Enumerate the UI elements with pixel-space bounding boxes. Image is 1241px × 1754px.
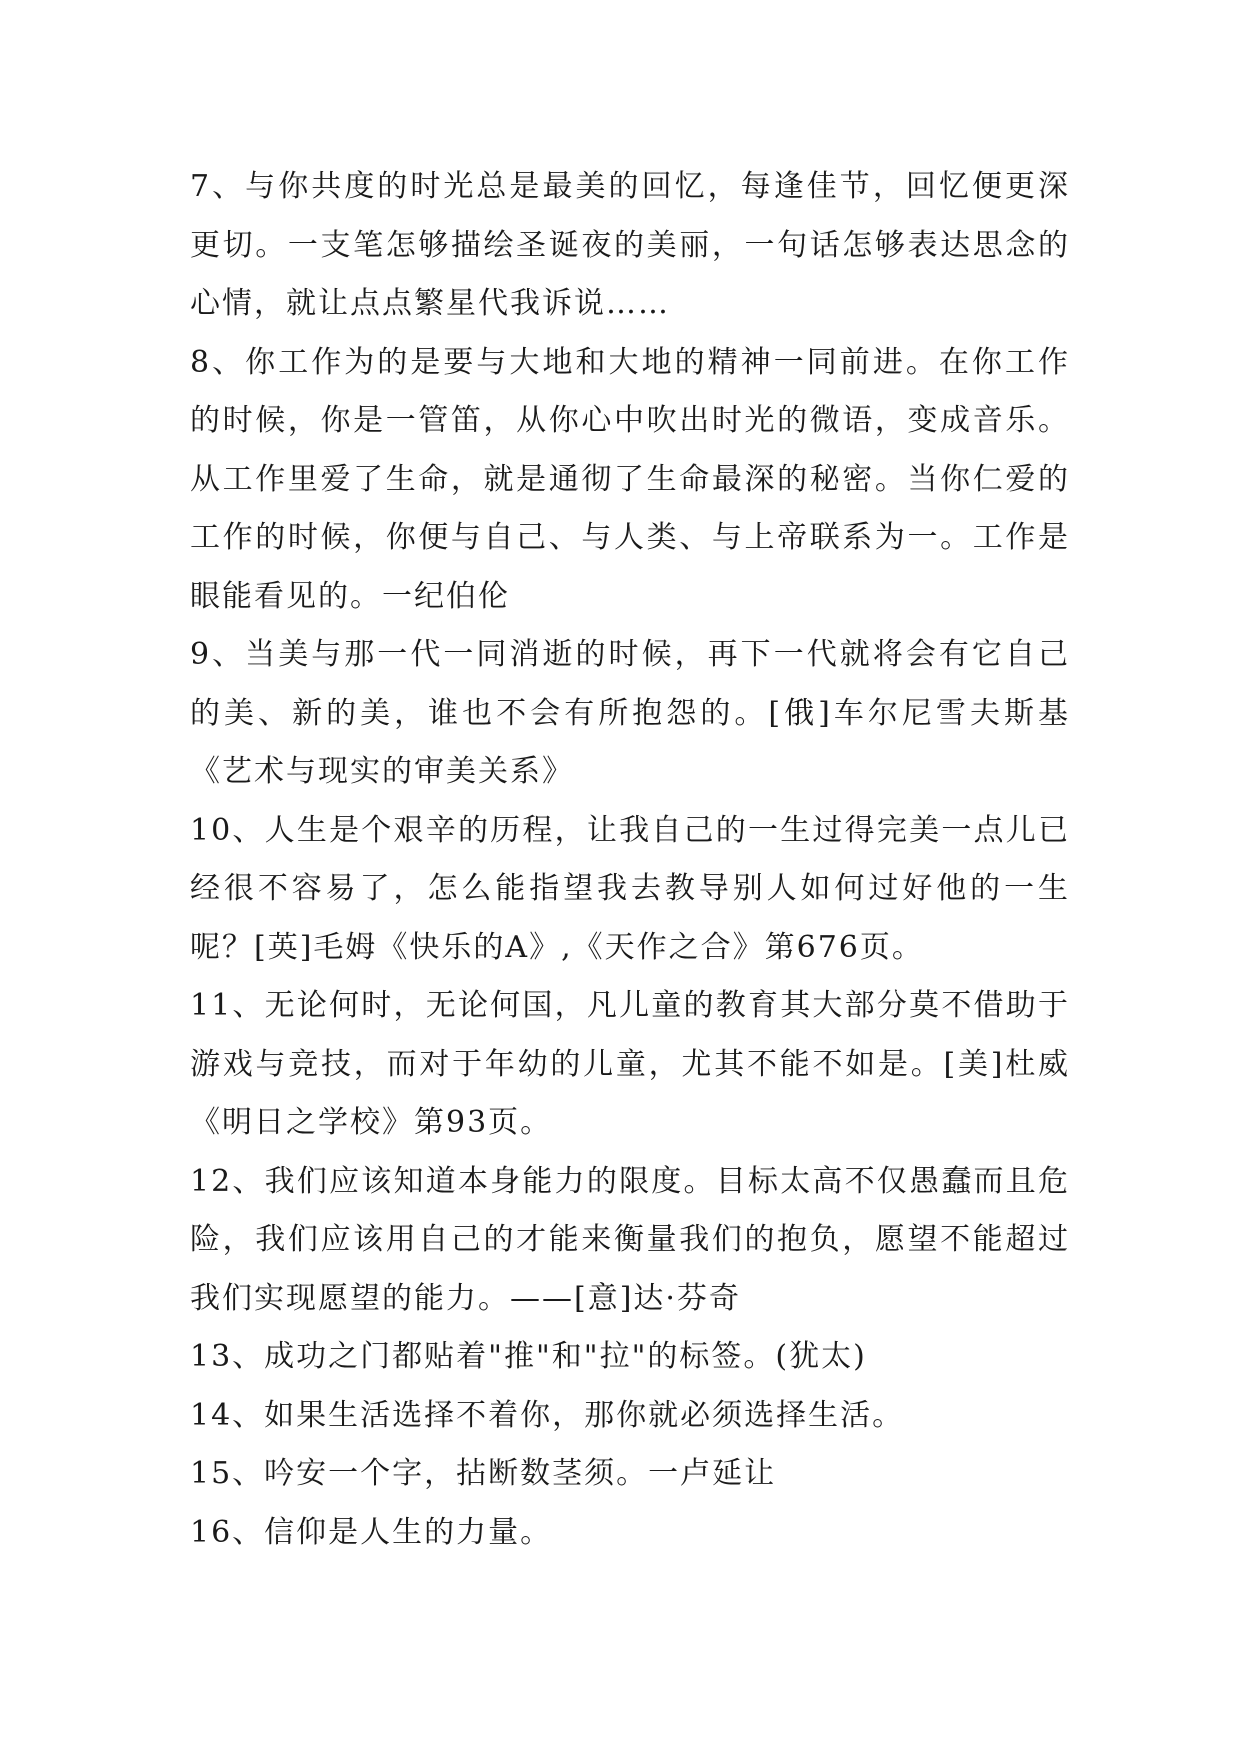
- paragraph-12: 12、我们应该知道本身能力的限度。目标太高不仅愚蠢而且危险，我们应该用自己的才能来衡量我们的抱负，愿望不能超过我们实现愿望的能力。——[意]达·芬奇: [190, 1163, 1070, 1316]
- paragraph-13: 13、成功之门都贴着"推"和"拉"的标签。(犹太): [190, 1339, 867, 1374]
- paragraph-10: 10、人生是个艰辛的历程，让我自己的一生过得完美一点儿已经很不容易了，怎么能指望我去教导别人如何过好他的一生呢？[英]毛姆《快乐的A》,《天作之合》第676页。: [190, 812, 1070, 965]
- paragraph-14: 14、如果生活选择不着你，那你就必须选择生活。: [190, 1397, 905, 1433]
- paragraph-16: 16、信仰是人生的力量。: [190, 1514, 553, 1550]
- paragraph-11: 11、无论何时，无论何国，凡儿童的教育其大部分莫不借助于游戏与竞技，而对于年幼的儿童，尤其不能不如是。[美]杜威《明日之学校》第93页。: [190, 988, 1070, 1140]
- paragraph-7: 7、与你共度的时光总是最美的回忆，每逢佳节，回忆便更深更切。一支笔怎够描绘圣诞夜的美丽，一句话怎够表达思念的心情，就让点点繁星代我诉说……: [190, 169, 1070, 321]
- paragraph-9: 9、当美与那一代一同消逝的时候，再下一代就将会有它自己的美、新的美，谁也不会有所抱怨的。[俄]车尔尼雪夫斯基《艺术与现实的审美关系》: [190, 637, 1070, 789]
- document-body: [190, 158, 1070, 1562]
- paragraph-8: 8、你工作为的是要与大地和大地的精神一同前进。在你工作的时候，你是一管笛，从你心中吹出时光的微语，变成音乐。从工作里爱了生命，就是通彻了生命最深的秘密。当你仁爱的工作的时候，你便与自己、与人类、与上帝联系为一。工作是眼能看见的。一纪伯伦: [190, 344, 1070, 614]
- paragraph-15: 15、吟安一个字，拈断数茎须。一卢延让: [190, 1456, 777, 1491]
